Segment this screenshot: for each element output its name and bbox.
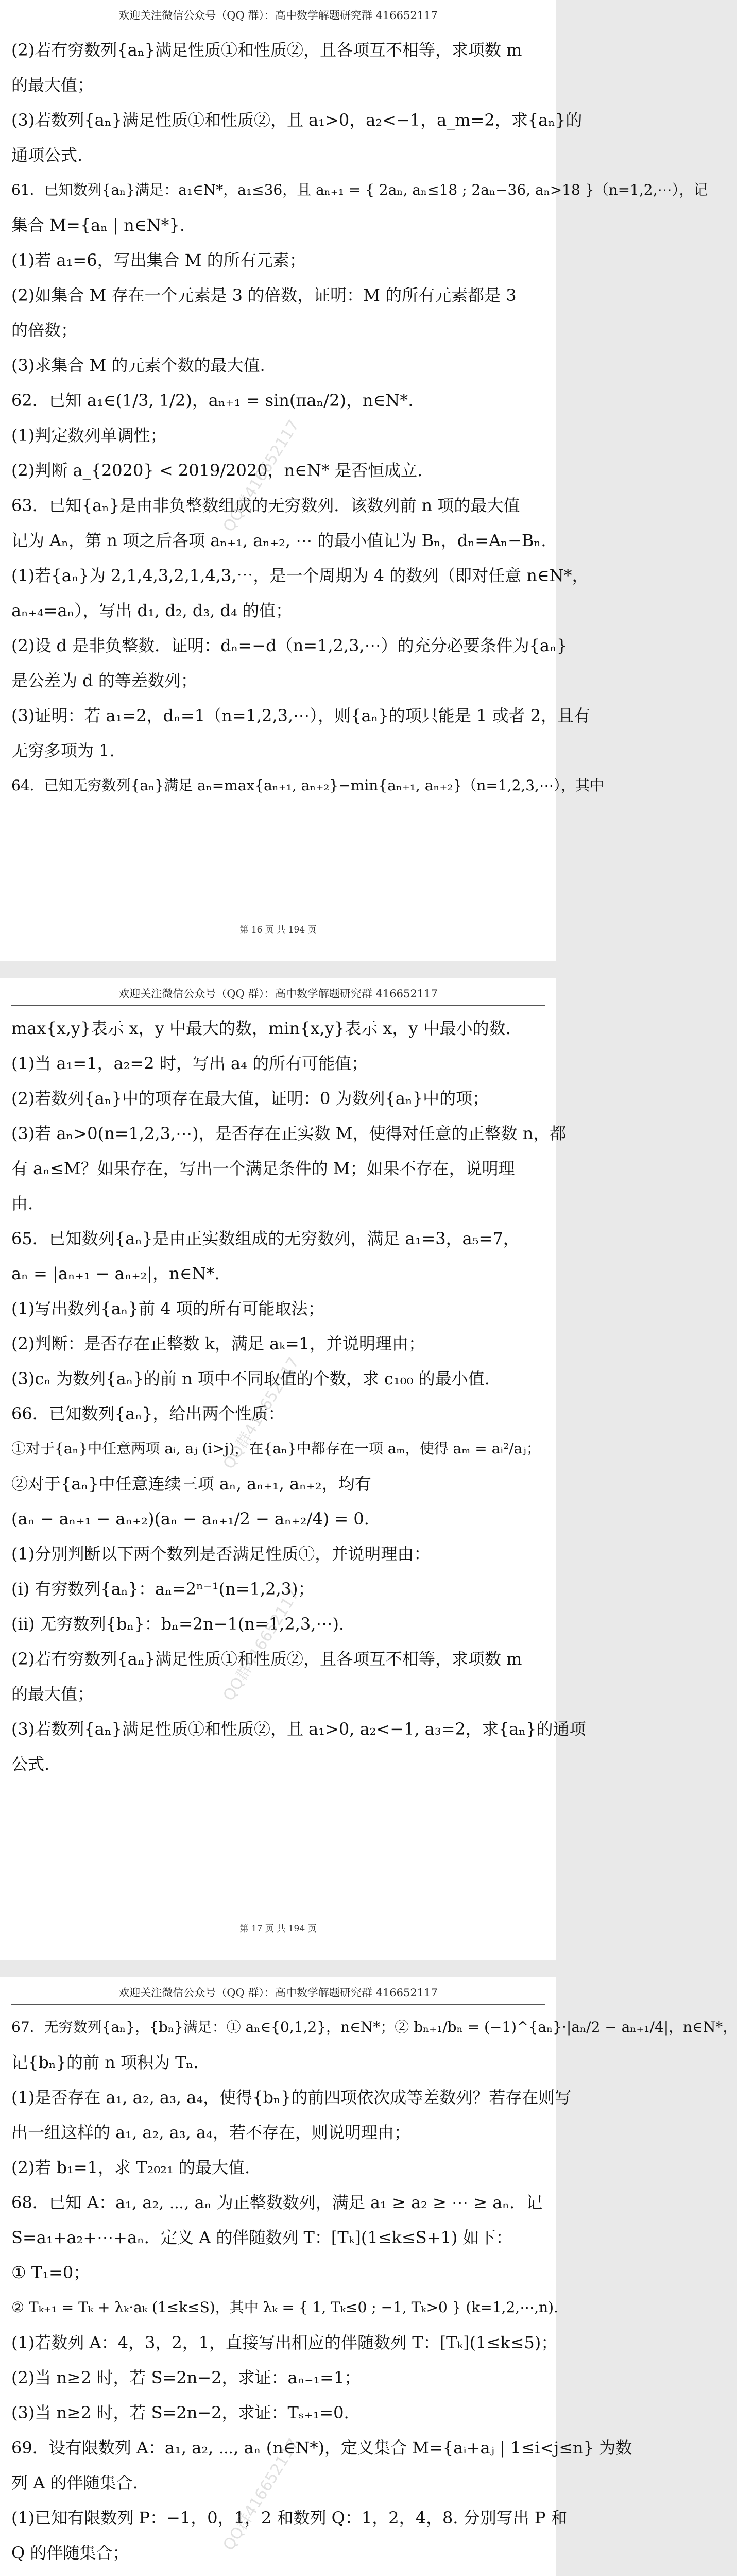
text-line <box>11 2570 545 2576</box>
text-line: (2)设 d 是非负整数．证明：dₙ=−d（n=1,2,3,⋯）的充分必要条件为{aₙ} <box>11 636 568 655</box>
text-line: 有 aₙ≤M？如果存在，写出一个满足条件的 M；如果不存在，说明理 <box>11 1159 515 1178</box>
document-page <box>0 1977 737 2576</box>
text-line: (2)若有穷数列{aₙ}满足性质①和性质②，且各项互不相等，求项数 m <box>11 1649 522 1669</box>
watermark: QQ群416652117 <box>219 1585 303 1704</box>
text-line: (i) 有穷数列{aₙ}：aₙ=2ⁿ⁻¹(n=1,2,3)； <box>11 1579 315 1599</box>
text-line: (2)当 n≥2 时，若 S=2n−2，求证：aₙ₋₁=1； <box>11 2368 361 2387</box>
text-line: ①对于{aₙ}中任意两项 aᵢ, aⱼ (i>j)，在{aₙ}中都存在一项 aₘ，使得 aₘ = aᵢ²/aⱼ； <box>11 1440 541 1457</box>
text-line: (ii) 无穷数列{bₙ}：bₙ=2n−1(n=1,2,3,⋯). <box>11 1614 345 1634</box>
text-line: 66．已知数列{aₙ}，给出两个性质： <box>11 1404 285 1423</box>
text-line: 通项公式. <box>11 145 83 165</box>
text-line: (1)已知有限数列 P：−1，0，1，2 和数列 Q：1，2，4，8. 分别写出 P 和 <box>11 2508 568 2528</box>
watermark: QQ群416652117 <box>219 1353 303 1472</box>
text-line: (2)若 b₁=1，求 T₂₀₂₁ 的最大值. <box>11 2158 250 2177</box>
text-line: ① T₁=0； <box>11 2263 90 2282</box>
text-line: 62．已知 a₁∈(1/3, 1/2)，aₙ₊₁ = sin(πaₙ/2)，n∈N*. <box>11 391 414 410</box>
text-line: 的最大值； <box>11 1684 94 1704</box>
text-line: 68．已知 A：a₁, a₂, ⋯, aₙ 为正整数数列，满足 a₁ ≥ a₂ ≥ ⋯ ≥ aₙ．记 <box>11 2193 543 2212</box>
document-page <box>0 0 708 961</box>
text-line: 公式. <box>11 1754 50 1774</box>
text-line: (1)若{aₙ}为 2,1,4,3,2,1,4,3,⋯，是一个周期为 4 的数列（即对任意 n∈N*， <box>11 566 589 585</box>
text-line: 64．已知无穷数列{aₙ}满足 aₙ=max{aₙ₊₁, aₙ₊₂}−min{aₙ₊₁, aₙ₊₂}（n=1,2,3,⋯），其中 <box>11 777 605 794</box>
text-line: ②对于{aₙ}中任意连续三项 aₙ, aₙ₊₁, aₙ₊₂，均有 <box>11 1474 371 1494</box>
text-line: (3)若数列{aₙ}满足性质①和性质②，且 a₁>0, a₂<−1, a₃=2，求{aₙ}的通项 <box>11 1719 586 1739</box>
text-line: 的倍数； <box>11 320 78 340</box>
text-line: 65．已知数列{aₙ}是由正实数组成的无穷数列，满足 a₁=3，a₅=7， <box>11 1229 520 1248</box>
text-line: 由. <box>11 1194 33 1213</box>
text-line: (3)当 n≥2 时，若 S=2n−2，求证：Tₛ₊₁=0. <box>11 2403 349 2422</box>
page-gap <box>0 961 556 978</box>
watermark: QQ群416652117 <box>219 2435 303 2554</box>
page-gap <box>0 1960 556 1977</box>
page-header: 欢迎关注微信公众号（QQ 群）：高中数学解题研究群 416652117 <box>11 1977 545 2005</box>
text-line: (2)判断 a_{2020} < 2019/2020，n∈N* 是否恒成立. <box>11 461 423 480</box>
text-line: 63．已知{aₙ}是由非负整数组成的无穷数列．该数列前 n 项的最大值 <box>11 496 520 515</box>
text-line: (2)若有穷数列{aₙ}满足性质①和性质②，且各项互不相等，求项数 m <box>11 40 522 60</box>
text-line: aₙ₊₄=aₙ），写出 d₁, d₂, d₃, d₄ 的值； <box>11 601 293 620</box>
text-line: (2)判断：是否存在正整数 k，满足 aₖ=1，并说明理由； <box>11 1334 425 1353</box>
text-line: (3)证明：若 a₁=2，dₙ=1（n=1,2,3,⋯），则{aₙ}的项只能是 1 或者 2，且有 <box>11 706 590 725</box>
page-header: 欢迎关注微信公众号（QQ 群）：高中数学解题研究群 416652117 <box>11 0 545 27</box>
text-line: 列 A 的伴随集合. <box>11 2473 138 2493</box>
text-line: (3)cₙ 为数列{aₙ}的前 n 项中不同取值的个数，求 c₁₀₀ 的最小值. <box>11 1369 490 1388</box>
text-line: (1)若数列 A：4，3，2，1，直接写出相应的伴随数列 T：[Tₖ](1≤k≤5)； <box>11 2333 558 2352</box>
text-line: (2)若数列{aₙ}中的项存在最大值，证明：0 为数列{aₙ}中的项； <box>11 1089 489 1108</box>
text-line: 记{bₙ}的前 n 项积为 Tₙ. <box>11 2053 199 2072</box>
text-line: (3)若数列{aₙ}满足性质①和性质②，且 a₁>0，a₂<−1，a_m=2，求{aₙ}的 <box>11 110 582 130</box>
text-line: aₙ = |aₙ₊₁ − aₙ₊₂|，n∈N*. <box>11 1264 220 1283</box>
page-footer: 第 17 页 共 194 页 <box>239 1924 317 1934</box>
text-line: S=a₁+a₂+⋯+aₙ．定义 A 的伴随数列 T：[Tₖ](1≤k≤S+1) 如下： <box>11 2228 512 2247</box>
text-line: Q 的伴随集合； <box>11 2543 129 2563</box>
document-page <box>0 978 586 1960</box>
text-line: (3)若 aₙ>0(n=1,2,3,⋯)，是否存在正实数 M，使得对任意的正整数 n，都 <box>11 1124 567 1143</box>
page-header: 欢迎关注微信公众号（QQ 群）：高中数学解题研究群 416652117 <box>11 978 545 1006</box>
text-line: (1)分别判断以下两个数列是否满足性质①，并说明理由： <box>11 1544 431 1564</box>
text-line: (1)若 a₁=6，写出集合 M 的所有元素； <box>11 250 306 270</box>
text-line: (1)判定数列单调性； <box>11 426 167 445</box>
text-line: (1)当 a₁=1，a₂=2 时，写出 a₄ 的所有可能值； <box>11 1054 368 1073</box>
text-line: (2)如集合 M 存在一个元素是 3 的倍数，证明：M 的所有元素都是 3 <box>11 285 517 305</box>
page-footer: 第 16 页 共 194 页 <box>239 925 317 935</box>
text-line: 集合 M={aₙ | n∈N*}. <box>11 215 185 235</box>
text-line: 出一组这样的 a₁, a₂, a₃, a₄，若不存在，则说明理由； <box>11 2123 410 2142</box>
watermark: QQ群416652117 <box>219 416 303 535</box>
text-line: 61．已知数列{aₙ}满足：a₁∈N*，a₁≤36，且 aₙ₊₁ = { 2aₙ, aₙ≤18 ; 2aₙ−36, aₙ>18 }（n=1,2,⋯），记 <box>11 181 708 198</box>
text-line: (1)是否存在 a₁, a₂, a₃, a₄，使得{bₙ}的前四项依次成等差数列？若存在则写 <box>11 2088 572 2107</box>
text-line: ② Tₖ₊₁ = Tₖ + λₖ·aₖ (1≤k≤S)，其中 λₖ = { 1, Tₖ≤0 ; −1, Tₖ>0 } (k=1,2,⋯,n). <box>11 2299 558 2316</box>
text-line: 记为 Aₙ，第 n 项之后各项 aₙ₊₁, aₙ₊₂, ⋯ 的最小值记为 Bₙ，dₙ=Aₙ−Bₙ. <box>11 531 546 550</box>
text-line: (3)求集合 M 的元素个数的最大值. <box>11 355 265 375</box>
text-line: (1)写出数列{aₙ}前 4 项的所有可能取法； <box>11 1299 324 1318</box>
text-line: max{x,y}表示 x，y 中最大的数，min{x,y}表示 x，y 中最小的数. <box>11 1019 511 1038</box>
text-line: 69．设有限数列 A：a₁, a₂, ⋯, aₙ (n∈N*)，定义集合 M={aᵢ+aⱼ | 1≤i<j≤n} 为数 <box>11 2438 632 2458</box>
text-line: 的最大值； <box>11 75 94 95</box>
text-line: 无穷多项为 1. <box>11 741 115 760</box>
text-line: (aₙ − aₙ₊₁ − aₙ₊₂)(aₙ − aₙ₊₁/2 − aₙ₊₂/4) = 0. <box>11 1509 369 1529</box>
text-line: 是公差为 d 的等差数列； <box>11 671 197 690</box>
text-line: 67．无穷数列{aₙ}，{bₙ}满足：① aₙ∈{0,1,2}，n∈N*；② bₙ₊₁/bₙ = (−1)^{aₙ}·|aₙ/2 − aₙ₊₁/4|，n∈N*， <box>11 2019 737 2036</box>
